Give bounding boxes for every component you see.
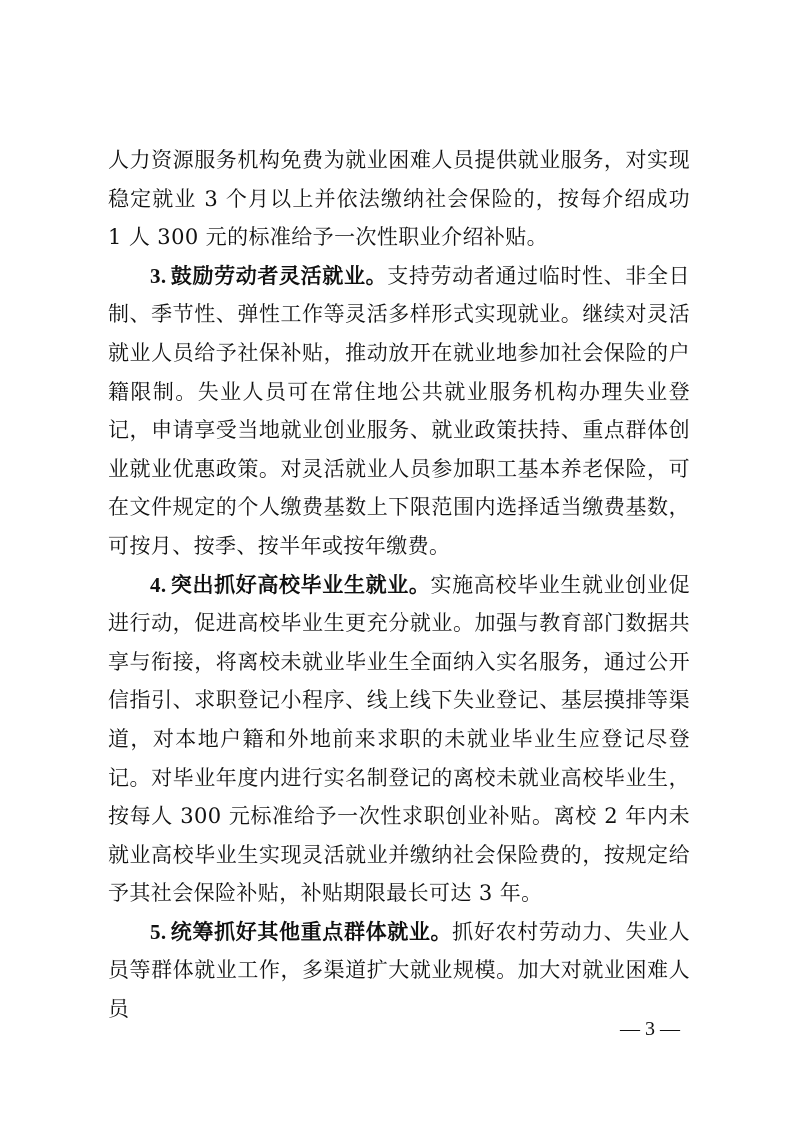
paragraph-key-groups-employment bbox=[108, 913, 690, 1029]
paragraph-flexible-employment bbox=[108, 257, 690, 566]
item-number: 4. bbox=[150, 572, 167, 597]
item-number: 5. bbox=[150, 919, 167, 944]
body-text bbox=[108, 141, 690, 1029]
paragraph-body: 抓好农村劳动力、失业人员等群体就业工作，多渠道扩大就业规模。加大对就业困难人员 bbox=[108, 919, 690, 1022]
paragraph-graduate-employment bbox=[108, 566, 690, 913]
item-heading: 突出抓好高校毕业生就业。 bbox=[170, 571, 431, 597]
item-heading: 鼓励劳动者灵活就业。 bbox=[170, 262, 388, 288]
item-heading: 统筹抓好其他重点群体就业。 bbox=[170, 918, 453, 944]
page-number: — 3 — bbox=[620, 1018, 680, 1040]
paragraph-body: 支持劳动者通过临时性、非全日制、季节性、弹性工作等灵活多样形式实现就业。继续对灵活就业人员给予社保补贴，推动放开在就业地参加社会保险的户籍限制。失业人员可在常住地公共就业服务机构办理失业登记，申请享受当地就业创业服务、就业政策扶持、重点群体创业就业优惠政策。对灵活就业人员参加职工基本养老保险，可在文件规定的个人缴费基数上下限范围内选择适当缴费基数，可按月、按季、按半年或按年缴费。 bbox=[108, 263, 690, 558]
paragraph-body: 实施高校毕业生就业创业促进行动，促进高校毕业生更充分就业。加强与教育部门数据共享与衔接，将离校未就业毕业生全面纳入实名服务，通过公开信指引、求职登记小程序、线上线下失业登记、基层摸排等渠道，对本地户籍和外地前来求职的未就业毕业生应登记尽登记。对毕业年度内进行实名制登记的离校未就业高校毕业生，按每人 300 元标准给予一次性求职创业补贴。离校 2 年内未就业高校毕业生实现灵活就业并缴纳社会保险费的，按规定给予其社会保险补贴，补贴期限最长可达 3 年。 bbox=[108, 572, 690, 906]
item-number: 3. bbox=[150, 263, 167, 288]
paragraph-body: 人力资源服务机构免费为就业困难人员提供就业服务，对实现稳定就业 3 个月以上并依法缴纳社会保险的，按每介绍成功 1 人 300 元的标准给予一次性职业介绍补贴。 bbox=[108, 148, 690, 250]
paragraph-continuation bbox=[108, 141, 690, 257]
